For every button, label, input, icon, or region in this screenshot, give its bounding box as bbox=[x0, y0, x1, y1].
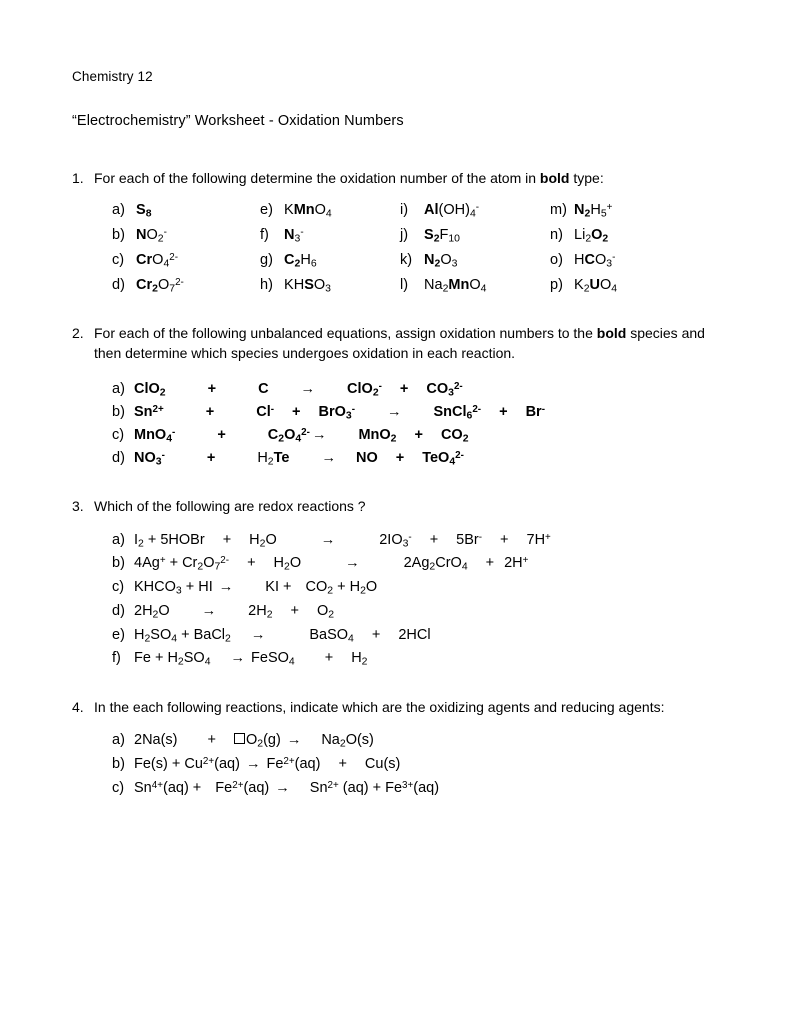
item-label-j: j) bbox=[400, 227, 409, 244]
eq-3e-content: $H_2SO_4$ + BaCl$_2$ → BaSO$_4$ + 2HCl bbox=[134, 626, 431, 644]
formula-c2h6: $C_2H_6$ bbox=[284, 252, 317, 270]
list-item-b bbox=[112, 225, 260, 247]
eq-label-2c: c) bbox=[112, 426, 125, 443]
equation-row bbox=[112, 777, 731, 800]
eq-label-4a: a) bbox=[112, 732, 125, 749]
question-2-stem-prefix: For each of the following unbalanced equations, assign oxidation numbers to the bbox=[94, 325, 597, 342]
question-2 bbox=[72, 323, 731, 470]
item-label-f: f) bbox=[260, 227, 269, 244]
question-4-equations bbox=[112, 729, 731, 799]
item-label-b: b) bbox=[112, 227, 125, 244]
equation-row bbox=[112, 447, 731, 470]
formula-aloh4: $Al(OH)_4^-$ bbox=[424, 202, 480, 220]
item-label-l: l) bbox=[400, 277, 409, 294]
item-label-m: m) bbox=[550, 202, 567, 219]
equation-row bbox=[112, 401, 731, 424]
list-item-m bbox=[550, 200, 731, 222]
list-item-a bbox=[112, 200, 260, 222]
formula-na2mno4: $Na_2MnO_4$ bbox=[424, 277, 487, 295]
question-4-stem bbox=[72, 697, 731, 717]
question-1-stem-suffix: type: bbox=[569, 170, 604, 186]
question-4-text: In the each following reactions, indicate which are the oxidizing agents and reducing agents: bbox=[94, 699, 665, 716]
question-3 bbox=[72, 496, 731, 671]
eq-4b-content: $Fe(s) + Cu^{2+}(aq) \to Fe^{2+}(aq) + Cu(s)$ bbox=[134, 756, 401, 773]
question-1-stem bbox=[72, 168, 731, 188]
eq-2c-content: $MnO_4^- + C_2O_4^{2-} \to MnO_2 + CO_2$ bbox=[134, 426, 469, 445]
equation-row bbox=[112, 753, 731, 776]
item-label-h: h) bbox=[260, 277, 273, 294]
question-2-equations bbox=[112, 378, 731, 471]
question-3-stem bbox=[72, 496, 731, 516]
formula-k2uo4: $K_2UO_4$ bbox=[574, 277, 618, 295]
list-item-n bbox=[550, 225, 731, 247]
question-4-number: 4. bbox=[72, 699, 84, 716]
eq-label-3c: c) bbox=[112, 579, 125, 596]
eq-2b-content: $Sn^{2+} + Cl^- + BrO_3^-$ → SnCl$_6^{2-}$ + Br- bbox=[134, 403, 545, 422]
eq-2d-content: $NO_3^- + H_2Te$ → NO + TeO$_4^{2-}$ bbox=[134, 449, 464, 468]
question-3-number: 3. bbox=[72, 498, 84, 515]
document-header bbox=[72, 70, 731, 128]
eq-3a-content: $I_2$ + 5HOBr + $H_2O \to 2IO_3^- + 5Br^- + 7H^+$ bbox=[134, 531, 551, 549]
question-2-stem bbox=[72, 323, 731, 364]
eq-label-3b: b) bbox=[112, 555, 125, 572]
formula-kmno4: KMnO$_4$ bbox=[284, 202, 332, 220]
question-3-text: Which of the following are redox reactions ? bbox=[94, 498, 366, 515]
list-item-d bbox=[112, 275, 260, 297]
item-label-a: a) bbox=[112, 202, 125, 219]
item-label-c: c) bbox=[112, 252, 125, 269]
formula-hco3: $HCO_3^-$ bbox=[574, 252, 616, 270]
equation-row bbox=[112, 424, 731, 447]
formula-n3: $N_3^-$ bbox=[284, 227, 304, 245]
list-item-i bbox=[400, 200, 550, 222]
item-label-e: e) bbox=[260, 202, 273, 219]
eq-3f-content: $Fe + H_2SO_4$ → FeSO$_4$ + $H_2$ bbox=[134, 650, 368, 668]
course-title: Chemistry 12 bbox=[72, 69, 153, 84]
item-label-g: g) bbox=[260, 252, 273, 269]
eq-3d-content: $2H_2O \to 2H_2 + O_2$ bbox=[134, 602, 335, 621]
formula-li2o2: $Li_2O_2$ bbox=[574, 227, 609, 245]
equation-row bbox=[112, 378, 731, 401]
eq-label-4b: b) bbox=[112, 756, 125, 773]
formula-khso3: $KHSO_3$ bbox=[284, 277, 331, 295]
missing-character-box-icon bbox=[234, 733, 245, 744]
list-item-o bbox=[550, 250, 731, 272]
equation-row bbox=[112, 729, 731, 753]
item-label-i: i) bbox=[400, 202, 409, 219]
question-1-text bbox=[94, 168, 731, 188]
eq-label-2b: b) bbox=[112, 403, 125, 420]
question-1-stem-prefix: For each of the following determine the oxidation number of the atom in bbox=[94, 170, 540, 186]
formula-n2o3: $N_2O_3$ bbox=[424, 252, 458, 270]
equation-row bbox=[112, 624, 731, 648]
question-1 bbox=[72, 168, 731, 297]
list-item-c bbox=[112, 250, 260, 272]
list-item-h bbox=[260, 275, 400, 297]
item-label-o: o) bbox=[550, 252, 563, 269]
list-item-l bbox=[400, 275, 550, 297]
list-item-e bbox=[260, 200, 400, 222]
eq-4c-content: $Sn^{4+}(aq) + Fe^{2+}(aq) \to Sn^{2+}$ $(aq) + Fe^{3+}(aq)$ bbox=[134, 779, 440, 796]
question-4 bbox=[72, 697, 731, 800]
eq-2a-content: $ClO_2 + C \to ClO_2^- + CO_3^{2-}$ bbox=[134, 380, 463, 398]
question-1-number: 1. bbox=[72, 170, 84, 186]
eq-label-2d: d) bbox=[112, 450, 125, 467]
eq-3b-content: $4Ag^+ + Cr_2O_7^{2-} + H_2O \to 2Ag_2CrO_4 + 2H^+$ bbox=[134, 555, 529, 573]
question-2-stem-bold: bold bbox=[596, 325, 627, 342]
formula-cro4: CrO$_4^{2-}$ bbox=[136, 252, 179, 270]
question-2-text bbox=[94, 323, 731, 364]
eq-label-3d: d) bbox=[112, 602, 125, 619]
list-item-g bbox=[260, 250, 400, 272]
formula-cr2o7: $Cr_2O_7^{2-}$ bbox=[136, 276, 184, 295]
page-title: “Electrochemistry” Worksheet - Oxidation Numbers bbox=[72, 112, 404, 129]
list-item-f bbox=[260, 225, 400, 247]
equation-row bbox=[112, 552, 731, 576]
item-label-k: k) bbox=[400, 252, 413, 269]
eq-label-3a: a) bbox=[112, 531, 125, 548]
question-3-equations bbox=[112, 529, 731, 672]
eq-label-3e: e) bbox=[112, 626, 125, 643]
equation-row bbox=[112, 529, 731, 553]
item-label-d: d) bbox=[112, 277, 125, 294]
list-item-k bbox=[400, 250, 550, 272]
question-1-stem-bold: bold bbox=[539, 170, 570, 186]
eq-label-2a: a) bbox=[112, 380, 125, 397]
formula-s2f10: $S_2F_{10}$ bbox=[424, 227, 460, 245]
eq-3c-content: $KHCO_3$ + HI → KI + $CO_2 + H_2O$ bbox=[134, 579, 378, 597]
eq-label-3f: f) bbox=[112, 650, 121, 667]
eq-4a-content: $2Na(s) + O_2(g) \to Na_2O(s)$ bbox=[134, 732, 374, 750]
list-item-p bbox=[550, 275, 731, 297]
formula-n2h5: $N_2H_5^+$ bbox=[574, 202, 613, 220]
equation-row bbox=[112, 647, 731, 671]
formula-s8: $S_8$ bbox=[136, 202, 152, 220]
question-2-stem-suffix: species and then determine which species undergoes oxidation in each reaction. bbox=[94, 325, 705, 362]
question-2-number: 2. bbox=[72, 325, 84, 342]
item-label-n: n) bbox=[550, 227, 563, 244]
equation-row bbox=[112, 600, 731, 624]
list-item-j bbox=[400, 225, 550, 247]
formula-no2: $NO_2^-$ bbox=[136, 227, 167, 245]
equation-row bbox=[112, 576, 731, 600]
item-label-p: p) bbox=[550, 277, 563, 294]
question-1-items bbox=[112, 200, 731, 297]
eq-label-4c: c) bbox=[112, 779, 125, 796]
